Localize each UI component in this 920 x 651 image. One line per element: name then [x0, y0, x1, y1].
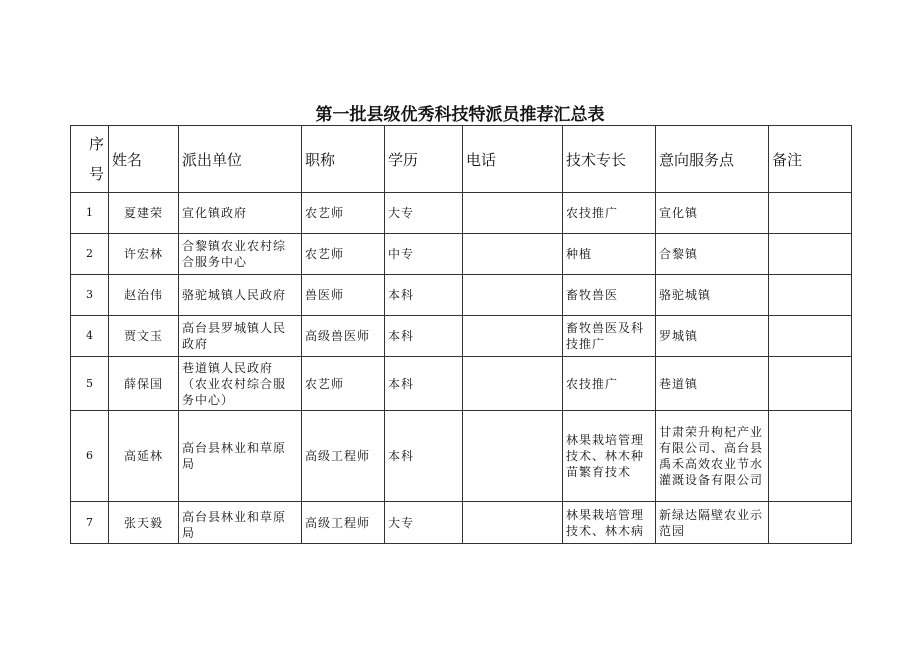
- row-name: 薛保国: [109, 357, 179, 411]
- row-no: 3: [71, 275, 109, 316]
- header-education: 学历: [385, 126, 463, 193]
- row-service-point: 合黎镇: [656, 234, 769, 275]
- header-title: 职称: [302, 126, 385, 193]
- table-row: [71, 357, 852, 411]
- header-service-point: 意向服务点: [656, 126, 769, 193]
- row-title: 高级工程师: [302, 411, 385, 502]
- row-remarks: [769, 411, 852, 502]
- row-education: 本科: [385, 411, 463, 502]
- table-row: [71, 316, 852, 357]
- table-header-row: [71, 126, 852, 193]
- row-education: 本科: [385, 275, 463, 316]
- recommendation-table: [70, 125, 852, 544]
- row-no: 5: [71, 357, 109, 411]
- row-remarks: [769, 357, 852, 411]
- header-unit: 派出单位: [179, 126, 302, 193]
- row-education: 本科: [385, 357, 463, 411]
- row-remarks: [769, 234, 852, 275]
- table-row: [71, 234, 852, 275]
- row-phone: [463, 234, 563, 275]
- row-name: 夏建荣: [109, 193, 179, 234]
- table-row: [71, 502, 852, 544]
- row-education: 中专: [385, 234, 463, 275]
- row-unit: 合黎镇农业农村综合服务中心: [179, 234, 302, 275]
- row-title: 农艺师: [302, 357, 385, 411]
- row-expertise: 种植: [563, 234, 656, 275]
- row-phone: [463, 411, 563, 502]
- row-education: 大专: [385, 502, 463, 544]
- row-service-point: 甘肃荣升枸杞产业有限公司、高台县禹禾高效农业节水灌溉设备有限公司: [656, 411, 769, 502]
- row-service-point: 骆驼城镇: [656, 275, 769, 316]
- row-education: 大专: [385, 193, 463, 234]
- row-expertise: 林果栽培管理技术、林木种苗繁育技术: [563, 411, 656, 502]
- row-expertise: 畜牧兽医: [563, 275, 656, 316]
- table-row: [71, 193, 852, 234]
- row-education: 本科: [385, 316, 463, 357]
- row-phone: [463, 357, 563, 411]
- row-title: 农艺师: [302, 234, 385, 275]
- row-remarks: [769, 502, 852, 544]
- row-phone: [463, 193, 563, 234]
- row-unit: 高台县林业和草原局: [179, 502, 302, 544]
- row-no: 4: [71, 316, 109, 357]
- row-unit: 巷道镇人民政府（农业农村综合服务中心）: [179, 357, 302, 411]
- header-no-line1: 序: [88, 135, 104, 153]
- row-remarks: [769, 193, 852, 234]
- table-row: [71, 275, 852, 316]
- row-unit: 高台县罗城镇人民政府: [179, 316, 302, 357]
- row-service-point: 巷道镇: [656, 357, 769, 411]
- page-title: 第一批县级优秀科技特派员推荐汇总表: [315, 105, 605, 125]
- header-no-line2: 号: [88, 165, 104, 183]
- row-no: 2: [71, 234, 109, 275]
- row-service-point: 罗城镇: [656, 316, 769, 357]
- row-name: 赵治伟: [109, 275, 179, 316]
- header-phone: 电话: [463, 126, 563, 193]
- row-unit: 骆驼城镇人民政府: [179, 275, 302, 316]
- header-name: 姓名: [109, 126, 179, 193]
- row-title: 兽医师: [302, 275, 385, 316]
- row-name: 高延林: [109, 411, 179, 502]
- row-no: 6: [71, 411, 109, 502]
- table-row: [71, 411, 852, 502]
- row-title: 农艺师: [302, 193, 385, 234]
- row-title: 高级兽医师: [302, 316, 385, 357]
- row-no: 1: [71, 193, 109, 234]
- row-remarks: [769, 275, 852, 316]
- row-name: 张天毅: [109, 502, 179, 544]
- row-unit: 高台县林业和草原局: [179, 411, 302, 502]
- row-expertise: 农技推广: [563, 193, 656, 234]
- header-expertise: 技术专长: [563, 126, 656, 193]
- row-expertise: 林果栽培管理技术、林木病: [563, 502, 656, 544]
- header-no: [71, 126, 109, 193]
- row-name: 许宏林: [109, 234, 179, 275]
- row-title: 高级工程师: [302, 502, 385, 544]
- row-service-point: 新绿达隔壁农业示范园: [656, 502, 769, 544]
- row-no: 7: [71, 502, 109, 544]
- header-remarks: 备注: [769, 126, 852, 193]
- row-remarks: [769, 316, 852, 357]
- row-service-point: 宣化镇: [656, 193, 769, 234]
- row-phone: [463, 502, 563, 544]
- row-name: 贾文玉: [109, 316, 179, 357]
- row-phone: [463, 316, 563, 357]
- row-phone: [463, 275, 563, 316]
- row-expertise: 农技推广: [563, 357, 656, 411]
- row-expertise: 畜牧兽医及科技推广: [563, 316, 656, 357]
- row-unit: 宣化镇政府: [179, 193, 302, 234]
